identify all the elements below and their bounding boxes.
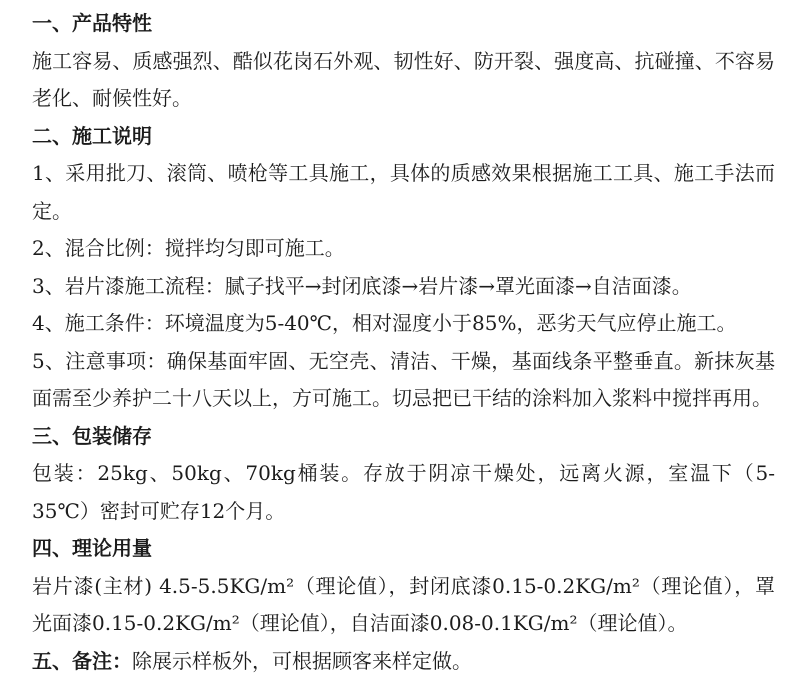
paragraph-precautions: 5、注意事项：确保基面牢固、无空壳、清洁、干燥，基面线条平整垂直。新抹灰基面需至少养护二十八天以上，方可施工。切忌把已干结的涂料加入浆料中搅拌再用。: [32, 348, 775, 410]
paragraph-construction-conditions: 4、施工条件：环境温度为5-40℃，相对湿度小于85%，恶劣天气应停止施工。: [32, 311, 737, 335]
paragraph-product-features: 施工容易、质感强烈、酷似花岗石外观、韧性好、防开裂、强度高、抗碰撞、不容易老化、耐候性好。: [32, 48, 775, 110]
paragraph-mixing-ratio: 2、混合比例：搅拌均匀即可施工。: [32, 236, 345, 260]
section-heading-product-features: 一、产品特性: [32, 11, 152, 35]
paragraph-usage-rates: 岩片漆(主材) 4.5-5.5KG/m²（理论值），封闭底漆0.15-0.2KG/m²（理论值），罩光面漆0.15-0.2KG/m²（理论值），自洁面漆0.08-0.1KG/m²（理论值）。: [32, 573, 775, 635]
remarks-text: 除展示样板外，可根据顾客来样定做。: [132, 648, 472, 673]
section-heading-construction-instructions: 二、施工说明: [32, 123, 152, 148]
paragraph-remarks: [32, 643, 775, 681]
paragraph-construction-tools: 1、采用批刀、滚筒、喷枪等工具施工，具体的质感效果根据施工工具、施工手法而定。: [32, 161, 775, 223]
paragraph-process-flow: 3、岩片漆施工流程：腻子找平→封闭底漆→岩片漆→罩光面漆→自洁面漆。: [32, 273, 692, 298]
section-heading-theoretical-usage: 四、理论用量: [32, 536, 152, 560]
section-heading-packaging-storage: 三、包装储存: [32, 423, 152, 448]
paragraph-packaging: 包装：25kg、50kg、70kg桶装。存放于阴凉干燥处，远离火源，室温下（5-35℃）密封可贮存12个月。: [32, 461, 775, 523]
remarks-label: 五、备注：: [32, 648, 132, 673]
